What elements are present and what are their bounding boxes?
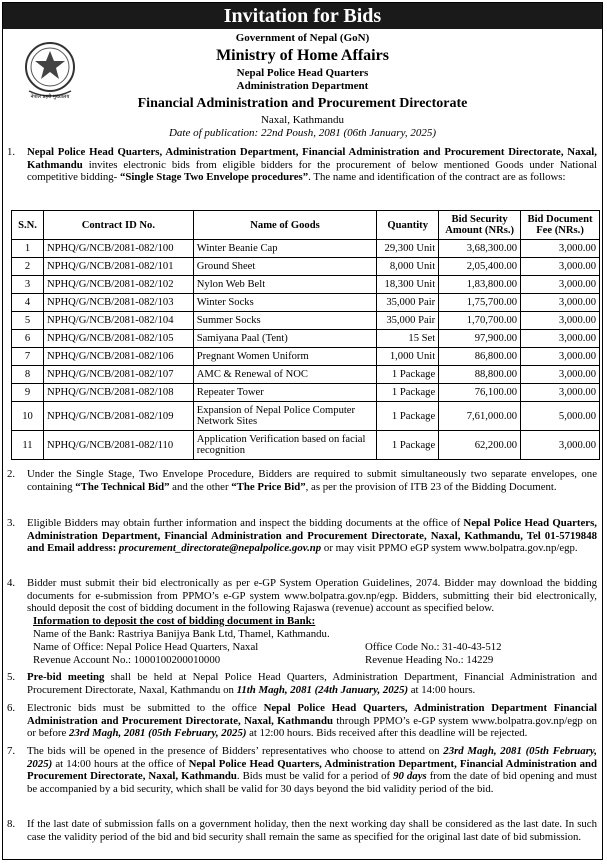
- col-header-quantity: Quantity: [377, 211, 439, 240]
- dept-name: Administration Department: [236, 80, 369, 92]
- table-row: 6 NPHQ/G/NCB/2081-082/105 Samiyana Paal (Tent) 15 Set 97,900.00 3,000.00: [12, 330, 600, 348]
- ministry-name: Ministry of Home Affairs: [216, 47, 389, 64]
- para-3-number: 3.: [7, 517, 16, 529]
- para-1-number: 1.: [7, 146, 16, 158]
- para-7-number: 7.: [7, 745, 16, 757]
- table-row: 1 NPHQ/G/NCB/2081-082/100 Winter Beanie Cap 29,300 Unit 3,68,300.00 3,000.00: [12, 240, 600, 258]
- col-header-bid-security: Bid Security Amount (NRs.): [439, 211, 521, 240]
- bank-info-heading: Information to deposit the cost of bidding document in Bank:: [33, 615, 316, 627]
- para-2: Under the Single Stage, Two Envelope Procedure, Bidders are required to submit simultaneously two separate envelopes, one containing “The Technical Bid” and the other “The Price Bid”, as per the provision of ITB 23 of the Bidding Document.: [27, 468, 597, 493]
- contracts-table: [11, 210, 600, 460]
- table-row: 11 NPHQ/G/NCB/2081-082/110 Application Verification based on facial recognition 1 Package 62,200.00 3,000.00: [12, 431, 600, 460]
- para-2-number: 2.: [7, 468, 16, 480]
- col-header-sn: S.N.: [12, 211, 44, 240]
- para-6: Electronic bids must be submitted to the office Nepal Police Head Quarters, Administration Department Financial Administration and Procurement Directorate, Naxal, Kathmandu through PPMO’s e-GP system www.bolpatra.gov.np/egp on or before 23rd Magh, 2081 (05th February, 2025) at 12:00 hours. Bids received after this deadline will be rejected.: [27, 702, 597, 739]
- directorate-name: Financial Administration and Procurement Directorate: [137, 96, 468, 111]
- hq-name: Nepal Police Head Quarters: [236, 67, 369, 79]
- para-4-number: 4.: [7, 577, 16, 589]
- para-1: Nepal Police Head Quarters, Administration Department, Financial Administration and Procurement Directorate, Naxal, Kathmandu invites electronic bids from eligible bidders for the procurement of below mentioned Goods under National competitive bidding- “Single Stage Two Envelope procedures”. The name and identification of the contract are as follows:: [27, 146, 597, 183]
- table-row: 4 NPHQ/G/NCB/2081-082/103 Winter Socks 35,000 Pair 1,75,700.00 3,000.00: [12, 294, 600, 312]
- emblem-caption: नेपाल प्रहरी मुख्यालय: [30, 94, 70, 100]
- para-4: Bidder must submit their bid electronically as per e-GP System Operation Guidelines, 2074. Bidder may download the bidding documents for e-submission from PPMO’s e-GP system www.bolpatra.gov.np/egp. Bidders, submitting their bid electronically, should deposit the cost of bidding document in the following Rajaswa (revenue) account as specified below.: [27, 577, 597, 614]
- notice-title: Invitation for Bids: [3, 3, 602, 29]
- table-row: 9 NPHQ/G/NCB/2081-082/108 Repeater Tower 1 Package 76,100.00 3,000.00: [12, 384, 600, 402]
- para-6-number: 6.: [7, 702, 16, 714]
- para-7: The bids will be opened in the presence of Bidders’ representatives who choose to attend on 23rd Magh, 2081 (05th February, 2025) at 14:00 hours at the office of Nepal Police Head Quarters, Administration Department, Financial Administration and Procurement Directorate, Naxal, Kathmandu. Bids must be valid for a period of 90 days from the date of bid opening and must be accompanied by a bid security, which shall be valid for 30 days beyond the bid validity period of the bid.: [27, 745, 598, 795]
- para-8: If the last date of submission falls on a government holiday, then the next working day shall be considered as the last date. In such case the validity period of the bid and bid security shall remain the same as specified for the original last date of bid submission.: [27, 818, 597, 843]
- publication-date: Date of publication: 22nd Poush, 2081 (06th January, 2025): [168, 127, 437, 139]
- bank-name: Name of the Bank: Rastriya Banijya Bank Ltd, Thamel, Kathmandu.: [33, 628, 330, 640]
- contact-email: procurement_directorate@nepalpolice.gov.np: [118, 542, 322, 554]
- table-row: 8 NPHQ/G/NCB/2081-082/107 AMC & Renewal of NOC 1 Package 88,800.00 3,000.00: [12, 366, 600, 384]
- table-row: 10 NPHQ/G/NCB/2081-082/109 Expansion of Nepal Police Computer Network Sites 1 Package 7,61,000.00 5,000.00: [12, 402, 600, 431]
- table-header-row: [12, 211, 600, 240]
- para-5: Pre-bid meeting shall be held at Nepal Police Head Quarters, Administration Department, Financial Administration and Procurement Directorate, Naxal, Kathmandu on 11th Magh, 2081 (24th January, 2025) at 14:00 hours.: [27, 671, 597, 696]
- notice-frame: [2, 2, 603, 860]
- gov-name: Government of Nepal (GoN): [235, 32, 370, 44]
- table-row: 2 NPHQ/G/NCB/2081-082/101 Ground Sheet 8,000 Unit 2,05,400.00 3,000.00: [12, 258, 600, 276]
- para-3: Eligible Bidders may obtain further information and inspect the bidding documents at the office of Nepal Police Head Quarters, Administration Department, Financial Administration and Procurement Directorate, Naxal, Kathmandu, Tel 01-5719848 and Email address: procurement_directorate@nepalpolice.gov.np or may visit PPMO eGP system www.bolpatra.gov.np/egp.: [27, 517, 597, 554]
- office-name: Name of Office: Nepal Police Head Quarters, Naxal: [33, 641, 259, 653]
- table-row: 3 NPHQ/G/NCB/2081-082/102 Nylon Web Belt 18,300 Unit 1,83,800.00 3,000.00: [12, 276, 600, 294]
- revenue-heading: Revenue Heading No.: 14229: [365, 654, 494, 666]
- table-row: 5 NPHQ/G/NCB/2081-082/104 Summer Socks 35,000 Pair 1,70,700.00 3,000.00: [12, 312, 600, 330]
- col-header-doc-fee: Bid Document Fee (NRs.): [521, 211, 600, 240]
- revenue-account: Revenue Account No.: 1000100200010000: [33, 654, 221, 666]
- col-header-contract-id: Contract ID No.: [43, 211, 193, 240]
- para-8-number: 8.: [7, 818, 16, 830]
- office-code: Office Code No.: 31-40-43-512: [365, 641, 502, 653]
- col-header-goods: Name of Goods: [193, 211, 376, 240]
- table-row: 7 NPHQ/G/NCB/2081-082/106 Pregnant Women Uniform 1,000 Unit 86,800.00 3,000.00: [12, 348, 600, 366]
- location: Naxal, Kathmandu: [260, 114, 345, 126]
- para-5-number: 5.: [7, 671, 16, 683]
